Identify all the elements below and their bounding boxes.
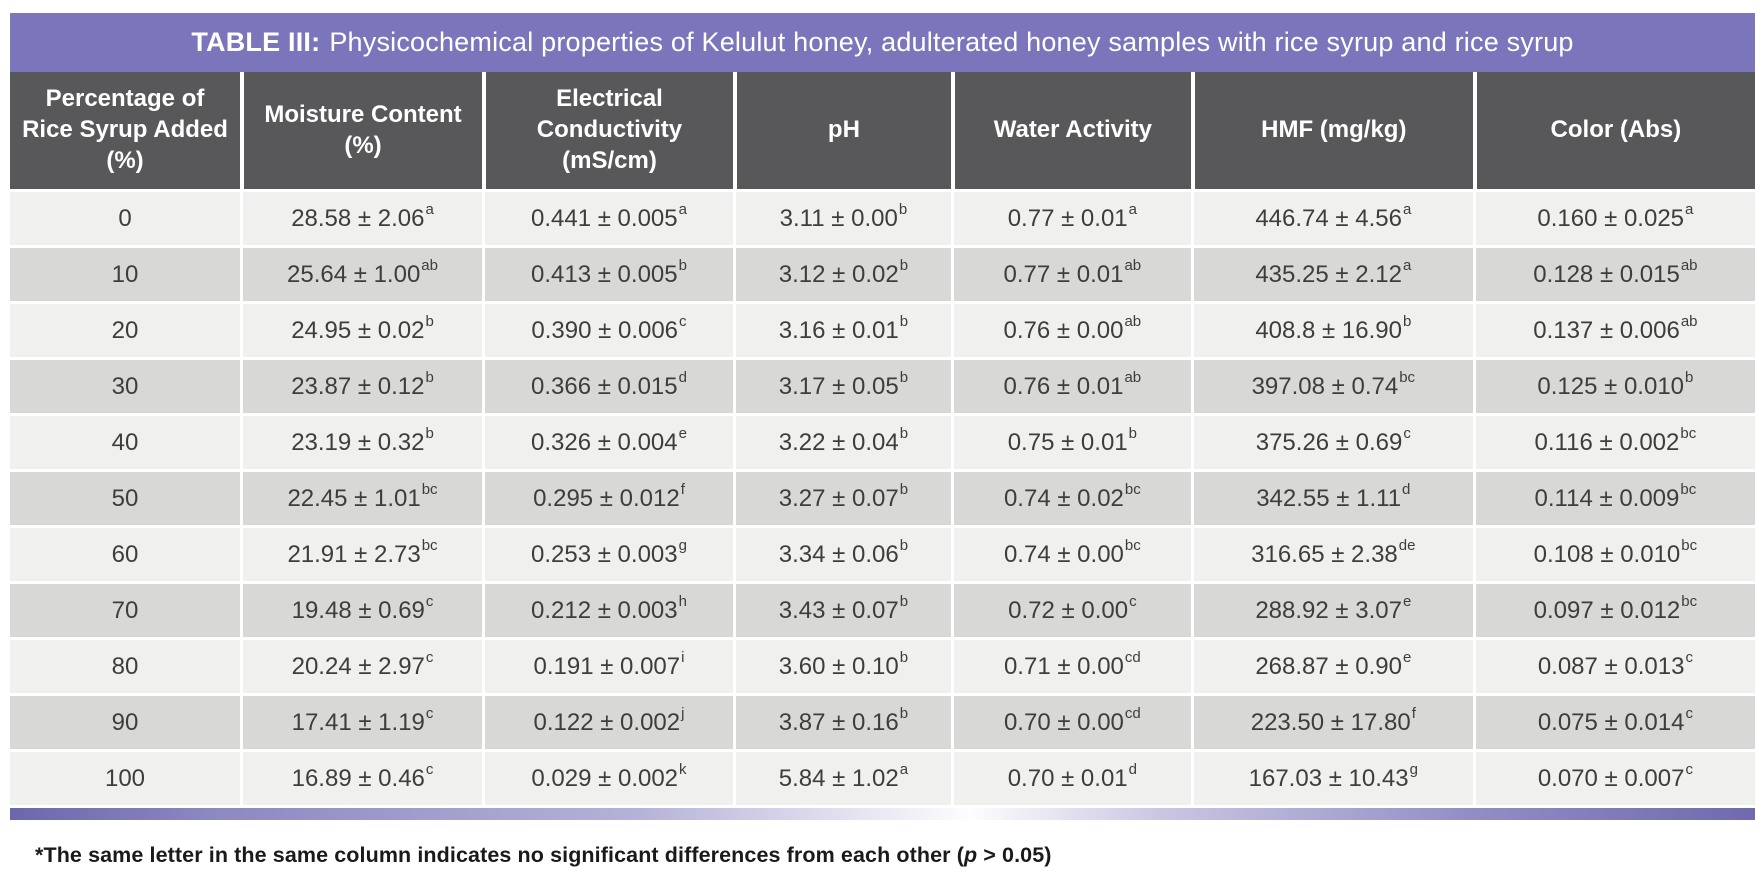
significance-letter: i xyxy=(681,649,685,666)
cell-value: 408.8 ± 16.90 b xyxy=(1191,304,1473,357)
significance-letter: d xyxy=(1402,481,1411,498)
significance-letter: a xyxy=(425,201,434,218)
significance-letter: c xyxy=(1129,593,1137,610)
table-row xyxy=(10,248,1755,301)
table-header-row xyxy=(10,72,1755,189)
significance-letter: a xyxy=(899,761,909,778)
significance-letter: b xyxy=(425,425,434,442)
cell-value: 0.70 ± 0.00 cd xyxy=(951,696,1191,749)
cell-value: 0.160 ± 0.025 a xyxy=(1473,192,1755,245)
table-iii xyxy=(10,13,1755,820)
data-rows xyxy=(10,192,1755,805)
cell-value: 0.77 ± 0.01 ab xyxy=(951,248,1191,301)
significance-letter: c xyxy=(1403,425,1411,442)
cell-value: 0.76 ± 0.00 ab xyxy=(951,304,1191,357)
table-row xyxy=(10,360,1755,413)
significance-letter: b xyxy=(425,369,434,386)
table-row xyxy=(10,752,1755,805)
cell-value: 0.72 ± 0.00 c xyxy=(951,584,1191,637)
cell-value: 0.390 ± 0.006 c xyxy=(482,304,733,357)
significance-letter: ab xyxy=(1680,257,1698,274)
significance-letter: b xyxy=(899,369,909,386)
significance-letter: c xyxy=(425,705,434,722)
significance-letter: k xyxy=(679,761,687,778)
significance-letter: a xyxy=(1402,201,1412,218)
cell-value: 25.64 ± 1.00 ab xyxy=(240,248,482,301)
table-row xyxy=(10,640,1755,693)
significance-letter: bc xyxy=(1681,593,1698,610)
cell-value: 0.108 ± 0.010 bc xyxy=(1473,528,1755,581)
table-row xyxy=(10,192,1755,245)
cell-value: 17.41 ± 1.19 c xyxy=(240,696,482,749)
cell-value: 3.17 ± 0.05 b xyxy=(733,360,951,413)
cell-value: 268.87 ± 0.90 e xyxy=(1191,640,1473,693)
cell-value: 3.60 ± 0.10 b xyxy=(733,640,951,693)
cell-percentage: 30 xyxy=(111,372,139,400)
significance-letter: bc xyxy=(1399,369,1416,386)
cell-value: 3.16 ± 0.01 b xyxy=(733,304,951,357)
cell-value: 167.03 ± 10.43 g xyxy=(1191,752,1473,805)
significance-letter: ab xyxy=(421,257,438,274)
cell-value: 3.27 ± 0.07 b xyxy=(733,472,951,525)
cell-value: 23.87 ± 0.12 b xyxy=(240,360,482,413)
significance-letter: cd xyxy=(1124,649,1141,666)
significance-letter: b xyxy=(899,257,909,274)
table-row xyxy=(10,696,1755,749)
cell-value: 342.55 ± 1.11 d xyxy=(1191,472,1473,525)
cell-value: 223.50 ± 17.80 f xyxy=(1191,696,1473,749)
significance-letter: b xyxy=(1402,313,1412,330)
significance-letter: f xyxy=(680,481,685,498)
significance-letter: cd xyxy=(1124,705,1141,722)
significance-letter: b xyxy=(1128,425,1137,442)
significance-letter: e xyxy=(1402,649,1412,666)
significance-letter: h xyxy=(678,593,687,610)
cell-percentage: 20 xyxy=(111,316,139,344)
significance-letter: a xyxy=(678,201,687,218)
cell-value: 0.122 ± 0.002 j xyxy=(482,696,733,749)
cell-value: 0.71 ± 0.00 cd xyxy=(951,640,1191,693)
cell-value: 22.45 ± 1.01 bc xyxy=(240,472,482,525)
cell-percentage: 50 xyxy=(111,484,139,512)
cell-value: 0.116 ± 0.002 bc xyxy=(1473,416,1755,469)
significance-letter: ab xyxy=(1124,313,1142,330)
table-row xyxy=(10,304,1755,357)
significance-letter: b xyxy=(425,313,434,330)
table-row xyxy=(10,416,1755,469)
cell-value: 21.91 ± 2.73 bc xyxy=(240,528,482,581)
bottom-accent-bar xyxy=(10,808,1755,820)
significance-letter: f xyxy=(1411,705,1416,722)
table-title-text: Physicochemical properties of Kelulut honey, adulterated honey samples with rice syrup and rice syrup xyxy=(329,27,1574,57)
cell-percentage: 80 xyxy=(111,652,139,680)
cell-value: 0.74 ± 0.00 bc xyxy=(951,528,1191,581)
column-header-electrical-conductivity: Electrical Conductivity (mS/cm) xyxy=(482,72,733,189)
significance-letter: bc xyxy=(1124,481,1141,498)
significance-letter: c xyxy=(1685,649,1693,666)
column-header-moisture-content: Moisture Content (%) xyxy=(240,72,482,189)
cell-value: 3.11 ± 0.00 b xyxy=(733,192,951,245)
significance-letter: b xyxy=(899,593,909,610)
cell-value: 375.26 ± 0.69 c xyxy=(1191,416,1473,469)
cell-value: 0.326 ± 0.004 e xyxy=(482,416,733,469)
significance-letter: c xyxy=(425,649,434,666)
cell-value: 24.95 ± 0.02 b xyxy=(240,304,482,357)
cell-value: 28.58 ± 2.06 a xyxy=(240,192,482,245)
cell-percentage: 100 xyxy=(104,764,146,792)
significance-letter: b xyxy=(899,313,909,330)
cell-percentage: 10 xyxy=(111,260,139,288)
cell-value: 0.413 ± 0.005 b xyxy=(482,248,733,301)
cell-value: 3.43 ± 0.07 b xyxy=(733,584,951,637)
significance-letter: bc xyxy=(421,481,438,498)
significance-letter: b xyxy=(678,257,687,274)
column-header-hmf: HMF (mg/kg) xyxy=(1191,72,1473,189)
significance-letter: ab xyxy=(1124,369,1142,386)
table-row xyxy=(10,472,1755,525)
significance-letter: bc xyxy=(1680,425,1697,442)
table-title-label: TABLE III: xyxy=(191,27,321,57)
table-row xyxy=(10,528,1755,581)
significance-letter: b xyxy=(899,705,909,722)
significance-letter: g xyxy=(678,537,687,554)
cell-value: 3.34 ± 0.06 b xyxy=(733,528,951,581)
footnote-p-symbol: p xyxy=(963,843,978,867)
cell-value: 0.029 ± 0.002 k xyxy=(482,752,733,805)
significance-letter: ab xyxy=(1680,313,1698,330)
cell-value: 0.128 ± 0.015 ab xyxy=(1473,248,1755,301)
cell-value: 3.87 ± 0.16 b xyxy=(733,696,951,749)
cell-value: 0.070 ± 0.007 c xyxy=(1473,752,1755,805)
significance-letter: bc xyxy=(421,537,438,554)
cell-value: 0.70 ± 0.01 d xyxy=(951,752,1191,805)
significance-letter: c xyxy=(1685,761,1693,778)
cell-value: 19.48 ± 0.69 c xyxy=(240,584,482,637)
cell-value: 0.212 ± 0.003 h xyxy=(482,584,733,637)
cell-value: 0.253 ± 0.003 g xyxy=(482,528,733,581)
significance-letter: e xyxy=(678,425,687,442)
significance-letter: a xyxy=(1128,201,1137,218)
column-header-ph: pH xyxy=(733,72,951,189)
significance-letter: ab xyxy=(1124,257,1142,274)
significance-letter: bc xyxy=(1124,537,1141,554)
cell-value: 0.74 ± 0.02 bc xyxy=(951,472,1191,525)
cell-value: 20.24 ± 2.97 c xyxy=(240,640,482,693)
significance-letter: b xyxy=(1685,369,1694,386)
footnote-text: *The same letter in the same column indicates no significant differences from each other ( xyxy=(35,843,964,867)
significance-letter: a xyxy=(1685,201,1694,218)
cell-value: 3.22 ± 0.04 b xyxy=(733,416,951,469)
significance-letter: j xyxy=(681,705,685,722)
cell-value: 288.92 ± 3.07 e xyxy=(1191,584,1473,637)
significance-letter: b xyxy=(899,481,909,498)
significance-letter: d xyxy=(678,369,687,386)
cell-percentage: 40 xyxy=(111,428,139,456)
significance-letter: a xyxy=(1402,257,1412,274)
significance-letter: d xyxy=(1128,761,1137,778)
significance-letter: de xyxy=(1398,537,1416,554)
cell-value: 0.76 ± 0.01 ab xyxy=(951,360,1191,413)
cell-value: 16.89 ± 0.46 c xyxy=(240,752,482,805)
significance-letter: b xyxy=(898,201,908,218)
cell-value: 0.087 ± 0.013 c xyxy=(1473,640,1755,693)
column-header-percentage-rice-syrup: Percentage of Rice Syrup Added (%) xyxy=(22,85,228,174)
cell-value: 0.137 ± 0.006 ab xyxy=(1473,304,1755,357)
cell-value: 0.295 ± 0.012 f xyxy=(482,472,733,525)
significance-letter: e xyxy=(1402,593,1412,610)
cell-percentage: 0 xyxy=(118,204,132,232)
table-row xyxy=(10,584,1755,637)
cell-value: 0.441 ± 0.005 a xyxy=(482,192,733,245)
cell-value: 316.65 ± 2.38 de xyxy=(1191,528,1473,581)
significance-letter: b xyxy=(899,537,909,554)
column-header-water-activity: Water Activity xyxy=(951,72,1191,189)
significance-letter: c xyxy=(425,761,434,778)
significance-letter: c xyxy=(425,593,434,610)
cell-value: 435.25 ± 2.12 a xyxy=(1191,248,1473,301)
cell-value: 0.114 ± 0.009 bc xyxy=(1473,472,1755,525)
cell-value: 446.74 ± 4.56 a xyxy=(1191,192,1473,245)
footnote xyxy=(35,843,1052,868)
cell-percentage: 70 xyxy=(111,596,139,624)
significance-letter: bc xyxy=(1680,481,1697,498)
cell-value: 23.19 ± 0.32 b xyxy=(240,416,482,469)
cell-value: 0.191 ± 0.007 i xyxy=(482,640,733,693)
significance-letter: c xyxy=(1685,705,1693,722)
cell-value: 0.097 ± 0.012 bc xyxy=(1473,584,1755,637)
cell-percentage: 90 xyxy=(111,708,139,736)
cell-value: 0.75 ± 0.01 b xyxy=(951,416,1191,469)
table-title-bar xyxy=(10,13,1755,72)
column-header-color-abs: Color (Abs) xyxy=(1473,72,1755,189)
cell-value: 397.08 ± 0.74 bc xyxy=(1191,360,1473,413)
cell-value: 5.84 ± 1.02 a xyxy=(733,752,951,805)
cell-value: 0.075 ± 0.014 c xyxy=(1473,696,1755,749)
cell-value: 0.77 ± 0.01 a xyxy=(951,192,1191,245)
cell-percentage: 60 xyxy=(111,540,139,568)
significance-letter: g xyxy=(1409,761,1418,778)
cell-value: 0.125 ± 0.010 b xyxy=(1473,360,1755,413)
cell-value: 3.12 ± 0.02 b xyxy=(733,248,951,301)
significance-letter: b xyxy=(899,425,909,442)
significance-letter: bc xyxy=(1681,537,1698,554)
footnote-suffix: > 0.05) xyxy=(977,843,1052,867)
significance-letter: b xyxy=(899,649,909,666)
significance-letter: c xyxy=(679,313,687,330)
cell-value: 0.366 ± 0.015 d xyxy=(482,360,733,413)
